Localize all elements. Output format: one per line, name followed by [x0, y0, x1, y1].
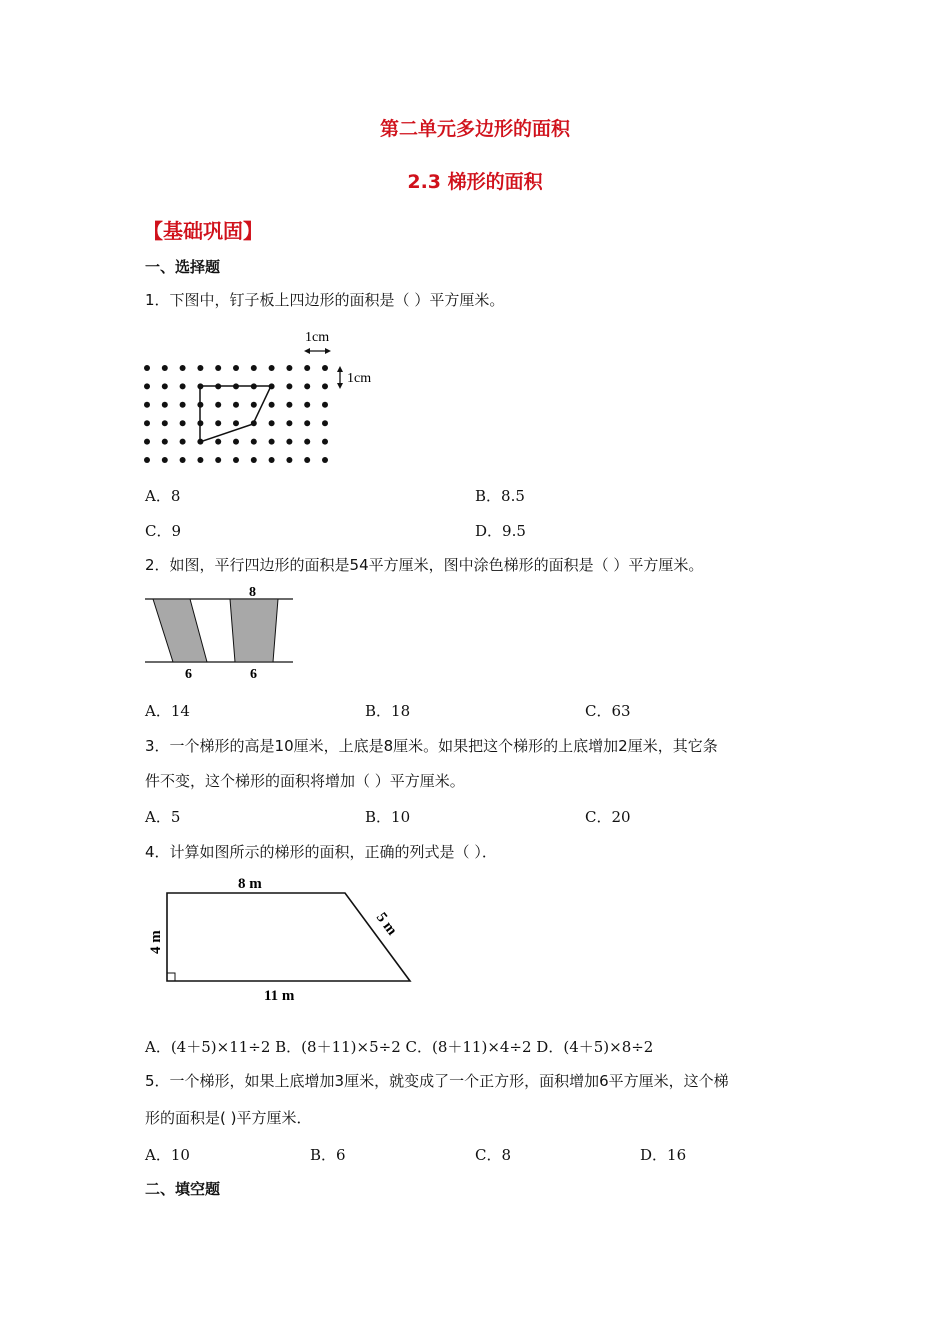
peg-dot: [233, 365, 239, 371]
peg-dot: [304, 402, 310, 408]
peg-dot: [215, 457, 221, 463]
q2-option-b[interactable]: B．18: [365, 702, 411, 720]
peg-dots: [144, 365, 328, 463]
peg-dot: [286, 402, 292, 408]
peg-dot: [162, 457, 168, 463]
label-top-8m: 8 m: [238, 876, 262, 892]
peg-dot: [144, 383, 150, 389]
q5-option-b[interactable]: B．6: [310, 1146, 346, 1164]
peg-dot: [233, 439, 239, 445]
peg-dot: [322, 383, 328, 389]
part1-heading: 一、选择题: [145, 258, 221, 276]
peg-dot: [144, 439, 150, 445]
peg-dot: [215, 365, 221, 371]
shaded-trapezoid-left: [153, 599, 207, 662]
peg-dot: [233, 420, 239, 426]
question-3-line1: 3．一个梯形的高是10厘米，上底是8厘米。如果把这个梯形的上底增加2厘米，其它条: [145, 737, 718, 755]
question-5-line2: 形的面积是( )平方厘米．: [145, 1109, 312, 1127]
peg-dot: [269, 420, 275, 426]
question-1-text: 1．下图中，钉子板上四边形的面积是（ ）平方厘米。: [145, 291, 505, 309]
peg-dot: [144, 402, 150, 408]
q5-option-c[interactable]: C．8: [475, 1146, 512, 1164]
label-slant-5m: 5 m: [372, 909, 400, 939]
label-top-8: 8: [249, 585, 256, 600]
peg-dot: [197, 365, 203, 371]
question-4-text: 4．计算如图所示的梯形的面积，正确的列式是（ ）．: [145, 843, 497, 861]
question-2-text: 2．如图，平行四边形的面积是54平方厘米，图中涂色梯形的面积是（ ）平方厘米。: [145, 556, 704, 574]
peg-dot: [180, 420, 186, 426]
peg-dot: [180, 457, 186, 463]
peg-dot: [304, 457, 310, 463]
peg-dot: [162, 439, 168, 445]
peg-dot: [251, 402, 257, 408]
question-5-line1: 5．一个梯形，如果上底增加3厘米，就变成了一个正方形，面积增加6平方厘米，这个梯: [145, 1072, 729, 1090]
label-h-1cm: 1cm: [305, 330, 330, 345]
right-angle-mark: [167, 973, 175, 981]
label-left-4m: 4 m: [148, 930, 164, 954]
shaded-trapezoid-right: [230, 599, 278, 662]
peg-dot: [197, 457, 203, 463]
peg-dot: [251, 365, 257, 371]
peg-dot: [304, 383, 310, 389]
quadrilateral-shape: [200, 386, 271, 442]
label-bottom-6b: 6: [250, 667, 257, 682]
q3-option-a[interactable]: A．5: [145, 808, 181, 826]
peg-dot: [215, 420, 221, 426]
q3-option-c[interactable]: C．20: [585, 808, 631, 826]
peg-dot: [180, 365, 186, 371]
peg-dot: [144, 420, 150, 426]
peg-dot: [286, 439, 292, 445]
peg-dot: [269, 365, 275, 371]
pegboard-figure: [140, 325, 400, 475]
peg-dot: [286, 420, 292, 426]
section-title: 【基础巩固】: [143, 219, 263, 243]
q4-options[interactable]: A．(4＋5)×11÷2 B．(8＋11)×5÷2 C．(8＋11)×4÷2 D．(4＋5)×8÷2: [145, 1038, 654, 1056]
peg-dot: [162, 420, 168, 426]
question-3-line2: 件不变，这个梯形的面积将增加（ ）平方厘米。: [145, 772, 465, 790]
part2-heading: 二、填空题: [145, 1180, 221, 1198]
peg-dot: [322, 457, 328, 463]
peg-dot: [304, 365, 310, 371]
trapezoid-figure: [140, 870, 420, 1010]
peg-dot: [144, 457, 150, 463]
peg-dot: [180, 439, 186, 445]
label-v-1cm: 1cm: [347, 371, 372, 386]
peg-dot: [322, 420, 328, 426]
label-bottom-11m: 11 m: [264, 988, 295, 1004]
peg-dot: [180, 402, 186, 408]
peg-dot: [162, 383, 168, 389]
q5-option-a[interactable]: A．10: [145, 1146, 190, 1164]
peg-dot: [304, 439, 310, 445]
peg-dot: [304, 420, 310, 426]
peg-dot: [322, 402, 328, 408]
peg-dot: [322, 439, 328, 445]
peg-dot: [286, 365, 292, 371]
peg-dot: [251, 439, 257, 445]
q1-option-c[interactable]: C．9: [145, 522, 182, 540]
peg-dot: [322, 365, 328, 371]
peg-dot: [144, 365, 150, 371]
q1-option-a[interactable]: A．8: [145, 487, 181, 505]
peg-dot: [269, 439, 275, 445]
peg-dot: [251, 457, 257, 463]
q1-option-d[interactable]: D．9.5: [475, 522, 526, 540]
q2-option-c[interactable]: C．63: [585, 702, 631, 720]
unit-title: 第二单元多边形的面积: [379, 118, 570, 140]
q5-option-d[interactable]: D．16: [640, 1146, 687, 1164]
peg-dot: [215, 439, 221, 445]
peg-dot: [233, 402, 239, 408]
right-trapezoid-shape: [167, 893, 410, 981]
label-bottom-6a: 6: [185, 667, 192, 682]
q1-option-b[interactable]: B．8.5: [475, 487, 525, 505]
peg-dot: [269, 457, 275, 463]
parallelogram-figure: [140, 582, 300, 682]
peg-dot: [180, 383, 186, 389]
peg-dot: [215, 402, 221, 408]
q2-option-a[interactable]: A．14: [145, 702, 190, 720]
lesson-title: 2.3 梯形的面积: [407, 171, 543, 193]
peg-dot: [233, 457, 239, 463]
peg-dot: [162, 365, 168, 371]
peg-dot: [162, 402, 168, 408]
peg-dot: [286, 383, 292, 389]
peg-dot: [286, 457, 292, 463]
q3-option-b[interactable]: B．10: [365, 808, 411, 826]
peg-dot: [269, 402, 275, 408]
